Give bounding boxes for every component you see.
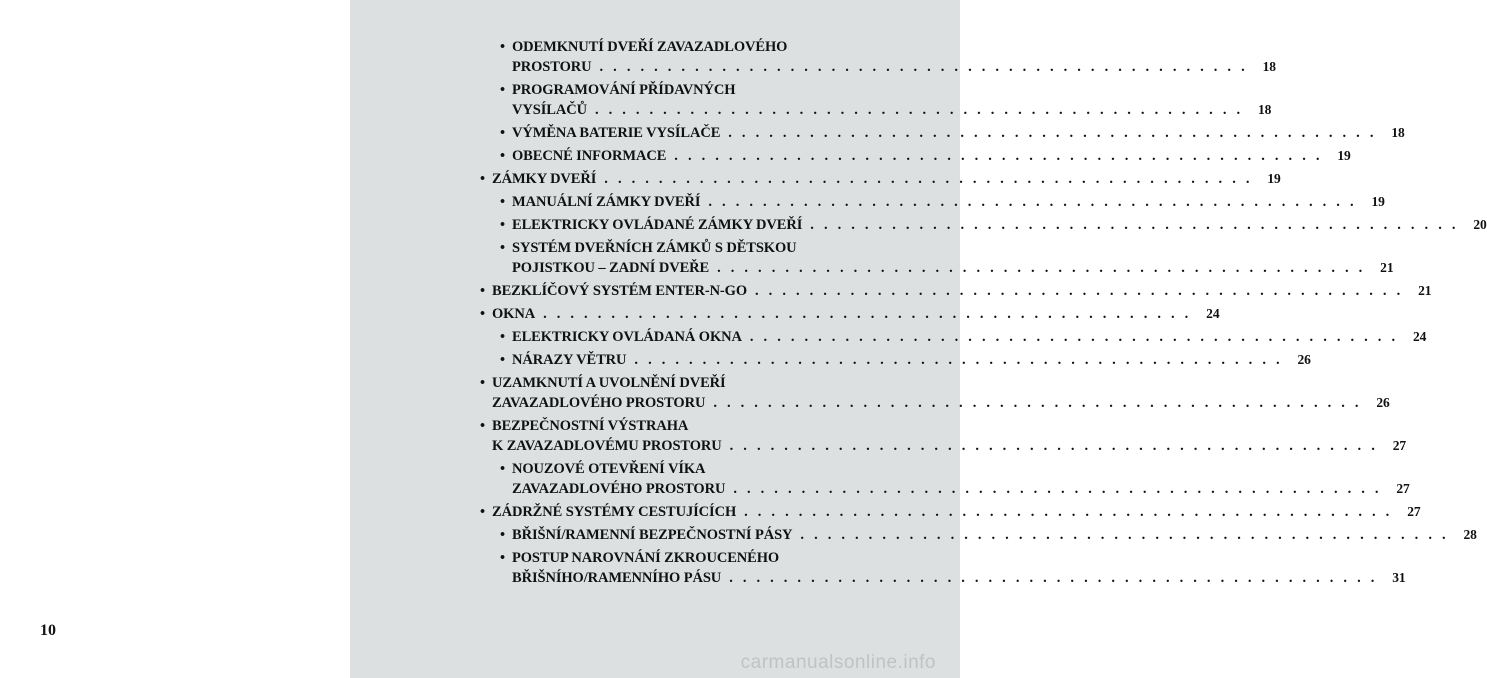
toc-entry-title: UZAMKNUTÍ A UVOLNĚNÍ DVEŘÍ <box>492 375 726 391</box>
toc-entry-line <box>480 525 1477 545</box>
toc-entry-title: MANUÁLNÍ ZÁMKY DVEŘÍ <box>512 194 701 210</box>
toc-page-number: 26 <box>1297 352 1311 367</box>
toc-entry-line <box>480 479 1410 499</box>
toc-entry-title: NOUZOVÉ OTEVŘENÍ VÍKA <box>512 461 706 477</box>
toc-entry-line <box>480 436 1407 456</box>
bullet-icon: • <box>500 194 505 210</box>
toc-entry <box>480 37 1276 77</box>
dot-leader: . . . . . . . . . . . . . . . . . . . . . . . . . . . . . . . . . . . . . . . . . . . . . . . . <box>604 171 1253 187</box>
toc-entry <box>480 215 1487 235</box>
bullet-icon: • <box>500 217 505 233</box>
toc-entry-title: ZAVAZADLOVÉHO PROSTORU <box>512 481 726 497</box>
toc-entry-title: PROSTORU <box>512 59 592 75</box>
toc-page-number: 18 <box>1262 59 1276 74</box>
toc-page-number: 19 <box>1337 148 1351 163</box>
toc-entry <box>480 525 1477 545</box>
toc-entry <box>480 373 1390 413</box>
toc-entry-title: BŘIŠNÍ/RAMENNÍ BEZPEČNOSTNÍ PÁSY <box>512 527 793 543</box>
bullet-icon: • <box>480 283 485 299</box>
toc-page-number: 18 <box>1391 125 1405 140</box>
toc-entry-line <box>480 459 898 479</box>
dot-leader: . . . . . . . . . . . . . . . . . . . . . . . . . . . . . . . . . . . . . . . . . . . . . . . . <box>729 438 1379 454</box>
dot-leader: . . . . . . . . . . . . . . . . . . . . . . . . . . . . . . . . . . . . . . . . . . . . . . . . <box>543 306 1192 322</box>
toc-page-number: 26 <box>1376 395 1390 410</box>
toc-entry-title: K ZAVAZADLOVÉMU PROSTORU <box>492 438 722 454</box>
dot-leader: . . . . . . . . . . . . . . . . . . . . . . . . . . . . . . . . . . . . . . . . . . . . . . . . <box>708 194 1357 210</box>
toc-page-number: 18 <box>1258 102 1272 117</box>
toc-entry-line <box>480 393 1390 413</box>
toc-page-number: 21 <box>1380 260 1394 275</box>
watermark: carmanualsonline.info <box>740 652 936 673</box>
toc-entry-title: POJISTKOU – ZADNÍ DVEŘE <box>512 260 710 276</box>
toc-page-number: 27 <box>1392 438 1407 453</box>
toc-entry-line <box>480 373 898 393</box>
toc-entry-line <box>480 258 1394 278</box>
toc-entry-line <box>480 502 1421 522</box>
toc-entry-line <box>480 146 1351 166</box>
toc-page-number: 20 <box>1473 217 1487 232</box>
toc-entry-line <box>480 416 898 436</box>
toc-entry-title: PROGRAMOVÁNÍ PŘÍDAVNÝCH <box>512 82 736 98</box>
bullet-icon: • <box>500 125 505 141</box>
toc-entry-title: ZÁDRŽNÉ SYSTÉMY CESTUJÍCÍCH <box>492 504 737 520</box>
toc-entry-line <box>480 57 1276 77</box>
bullet-icon: • <box>500 461 505 477</box>
toc-entry <box>480 416 1407 456</box>
toc-entry-line <box>480 215 1487 235</box>
dot-leader: . . . . . . . . . . . . . . . . . . . . . . . . . . . . . . . . . . . . . . . . . . . . . . . . <box>729 570 1378 586</box>
toc-entry-line <box>480 350 1311 370</box>
toc-entry <box>480 192 1385 212</box>
bullet-icon: • <box>500 148 505 164</box>
bullet-icon: • <box>500 39 505 55</box>
toc-page-number: 28 <box>1463 527 1477 542</box>
bullet-icon: • <box>500 550 505 566</box>
toc-entry <box>480 238 1394 278</box>
toc-entry-line <box>480 548 898 568</box>
toc-page-number: 27 <box>1407 504 1421 519</box>
bullet-icon: • <box>480 375 485 391</box>
toc-entry-line <box>480 80 898 100</box>
dot-leader: . . . . . . . . . . . . . . . . . . . . . . . . . . . . . . . . . . . . . . . . . . . . . . . . <box>634 352 1283 368</box>
dot-leader: . . . . . . . . . . . . . . . . . . . . . . . . . . . . . . . . . . . . . . . . . . . . . . . . <box>800 527 1449 543</box>
toc-page-number: 24 <box>1412 329 1427 344</box>
bullet-icon: • <box>500 82 505 98</box>
toc-entry-title: OKNA <box>492 306 536 322</box>
toc-entry-title: BŘIŠNÍHO/RAMENNÍHO PÁSU <box>512 570 722 586</box>
toc-entry-title: POSTUP NAROVNÁNÍ ZKROUCENÉHO <box>512 550 780 566</box>
toc-entry <box>480 169 1281 189</box>
bullet-icon: • <box>480 306 485 322</box>
left-page <box>0 0 350 678</box>
bullet-icon: • <box>500 527 505 543</box>
toc-entry-title: OBECNÉ INFORMACE <box>512 148 667 164</box>
toc-entry-line <box>480 37 898 57</box>
toc-entry <box>480 281 1432 301</box>
toc-entry-title: VÝMĚNA BATERIE VYSÍLAČE <box>512 125 721 141</box>
dot-leader: . . . . . . . . . . . . . . . . . . . . . . . . . . . . . . . . . . . . . . . . . . . . . . . . <box>749 329 1399 345</box>
dot-leader: . . . . . . . . . . . . . . . . . . . . . . . . . . . . . . . . . . . . . . . . . . . . . . . . <box>728 125 1377 141</box>
toc-entry-title: BEZPEČNOSTNÍ VÝSTRAHA <box>492 418 689 434</box>
toc-entry-line <box>480 568 1406 588</box>
dot-leader: . . . . . . . . . . . . . . . . . . . . . . . . . . . . . . . . . . . . . . . . . . . . . . . . <box>733 481 1382 497</box>
toc-entry-line <box>480 327 1427 347</box>
toc-entry-line <box>480 169 1281 189</box>
dot-leader: . . . . . . . . . . . . . . . . . . . . . . . . . . . . . . . . . . . . . . . . . . . . . . . . <box>713 395 1362 411</box>
toc-entry-title: VYSÍLAČŮ <box>512 102 587 118</box>
toc-entry-line <box>480 304 1220 324</box>
toc-entry <box>480 459 1410 499</box>
toc-entry <box>480 327 1427 347</box>
toc-page-number: 21 <box>1418 283 1432 298</box>
dot-leader: . . . . . . . . . . . . . . . . . . . . . . . . . . . . . . . . . . . . . . . . . . . . . . . . <box>599 59 1248 75</box>
toc-entry-title: ZAVAZADLOVÉHO PROSTORU <box>492 395 706 411</box>
dot-leader: . . . . . . . . . . . . . . . . . . . . . . . . . . . . . . . . . . . . . . . . . . . . . . . . <box>755 283 1404 299</box>
toc-entry-title: SYSTÉM DVEŘNÍCH ZÁMKŮ S DĚTSKOU <box>512 240 797 256</box>
toc-entry-title: ELEKTRICKY OVLÁDANÉ ZÁMKY DVEŘÍ <box>512 217 803 233</box>
toc-entry <box>480 548 1406 588</box>
toc-entry-title: ZÁMKY DVEŘÍ <box>492 171 597 187</box>
toc-entry <box>480 304 1220 324</box>
right-page <box>350 0 1487 678</box>
dot-leader: . . . . . . . . . . . . . . . . . . . . . . . . . . . . . . . . . . . . . . . . . . . . . . . . <box>744 504 1393 520</box>
toc-entry <box>480 123 1405 143</box>
toc-entry-line <box>480 192 1385 212</box>
dot-leader: . . . . . . . . . . . . . . . . . . . . . . . . . . . . . . . . . . . . . . . . . . . . . . . . <box>674 148 1323 164</box>
toc-entry-title: BEZKLÍČOVÝ SYSTÉM ENTER-N-GO <box>492 283 748 299</box>
toc-page-number: 19 <box>1371 194 1385 209</box>
toc-page-number: 31 <box>1392 570 1406 585</box>
toc-entry <box>480 502 1421 522</box>
toc-page-number: 24 <box>1206 306 1220 321</box>
toc-entry-line <box>480 238 898 258</box>
bullet-icon: • <box>500 240 505 256</box>
bullet-icon: • <box>480 171 485 187</box>
page-number: 10 <box>40 622 56 639</box>
toc-entry-line <box>480 100 1272 120</box>
toc-entry <box>480 350 1311 370</box>
bullet-icon: • <box>480 504 485 520</box>
dot-leader: . . . . . . . . . . . . . . . . . . . . . . . . . . . . . . . . . . . . . . . . . . . . . . . . <box>810 217 1459 233</box>
toc-page-number: 19 <box>1267 171 1281 186</box>
toc-entry <box>480 146 1351 166</box>
toc-entry-title: ELEKTRICKY OVLÁDANÁ OKNA <box>512 329 742 345</box>
bullet-icon: • <box>480 418 485 434</box>
toc-page-number: 27 <box>1396 481 1410 496</box>
toc-entry <box>480 80 1272 120</box>
table-of-contents <box>480 37 1487 591</box>
toc-entry-line <box>480 123 1405 143</box>
bullet-icon: • <box>500 329 505 345</box>
toc-entry-line <box>480 281 1432 301</box>
toc-entry-title: ODEMKNUTÍ DVEŘÍ ZAVAZADLOVÉHO <box>512 39 788 55</box>
bullet-icon: • <box>500 352 505 368</box>
dot-leader: . . . . . . . . . . . . . . . . . . . . . . . . . . . . . . . . . . . . . . . . . . . . . . . . <box>717 260 1366 276</box>
dot-leader: . . . . . . . . . . . . . . . . . . . . . . . . . . . . . . . . . . . . . . . . . . . . . . . . <box>594 102 1244 118</box>
toc-entry-title: NÁRAZY VĚTRU <box>512 352 627 368</box>
